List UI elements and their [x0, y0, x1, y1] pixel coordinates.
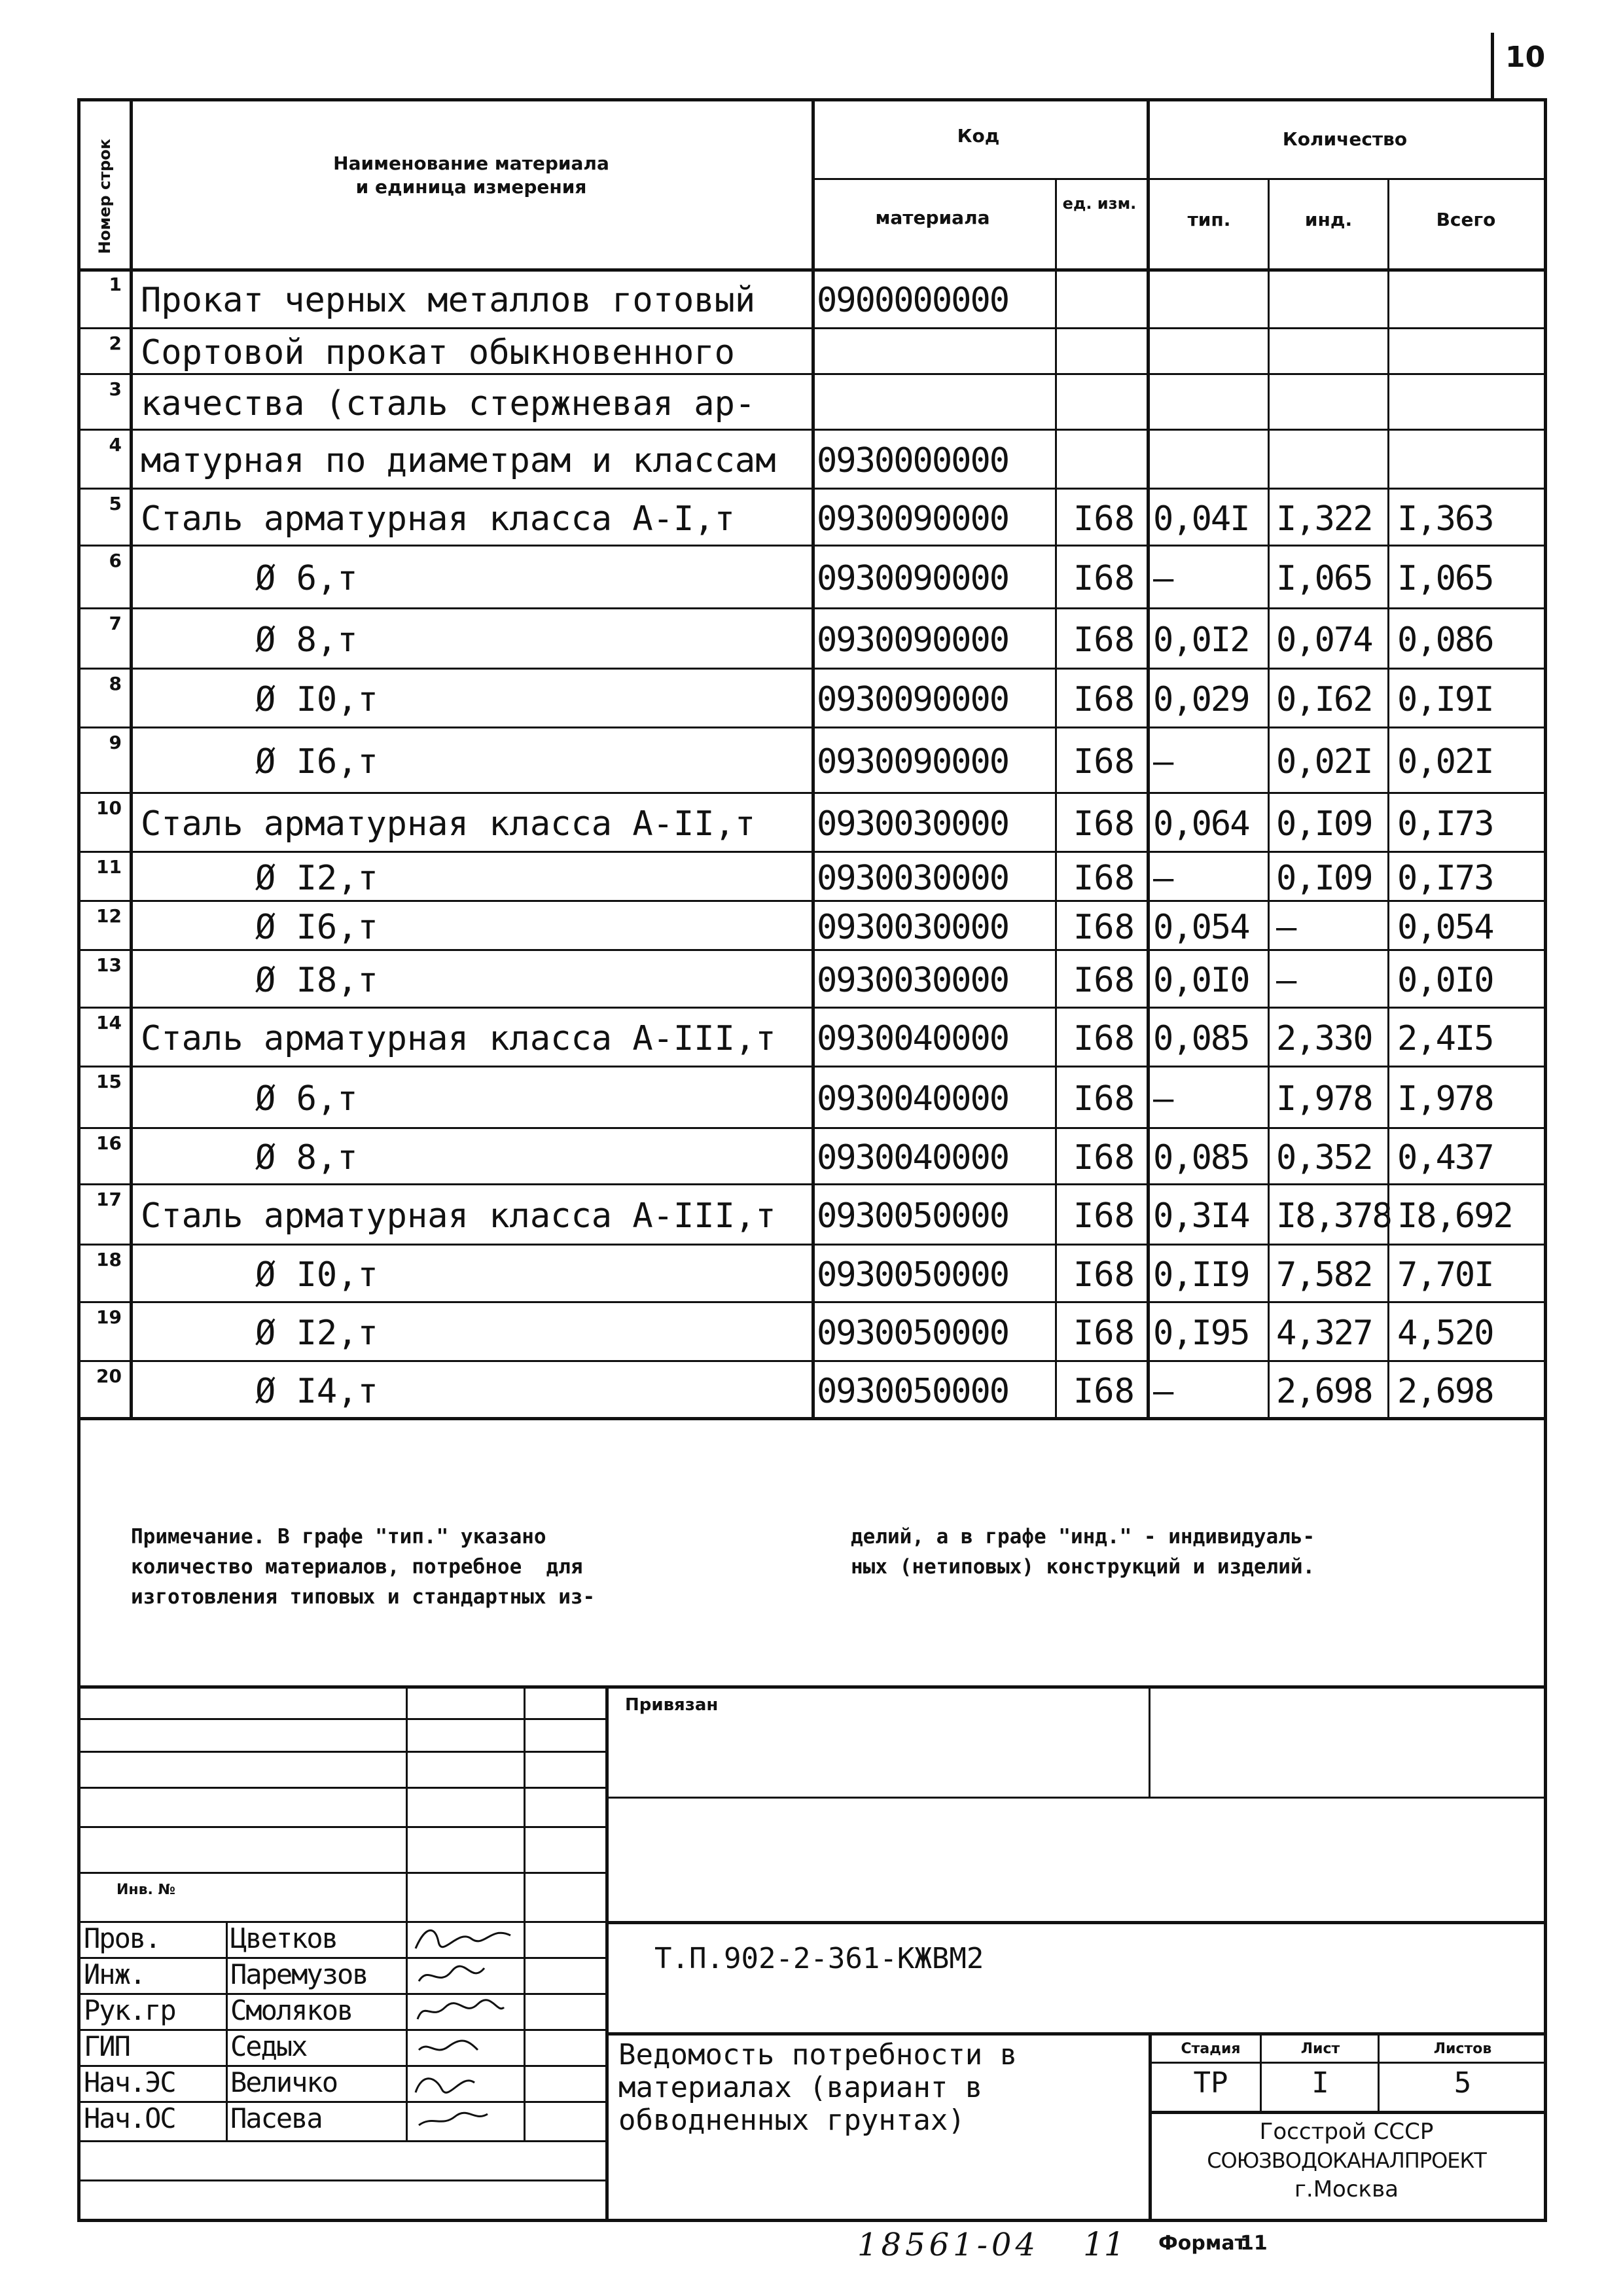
- titleblock-left-row-line: [77, 1787, 605, 1789]
- note-right-line2: ных (нетиповых) конструкций и изделий.: [851, 1555, 1315, 1579]
- stage-value: ТР: [1193, 2066, 1228, 2100]
- row-unit: I68: [1073, 1019, 1135, 1058]
- signature-icon: [412, 1922, 517, 1955]
- org-line3: г.Москва: [1294, 2176, 1399, 2202]
- row-line: [77, 488, 1547, 490]
- row-typ: 0,054: [1153, 907, 1249, 947]
- row-code: 0930050000: [817, 1371, 1009, 1411]
- row-code: 0930090000: [817, 499, 1009, 539]
- row-line: [77, 607, 1547, 609]
- row-number: 1: [109, 274, 122, 295]
- archive-code: 18561-04: [857, 2227, 1039, 2263]
- row-total: I,065: [1397, 559, 1493, 598]
- row-typ: –: [1153, 742, 1173, 781]
- row-typ: 0,085: [1153, 1019, 1249, 1058]
- row-typ: 0,064: [1153, 804, 1249, 844]
- row-name: Сталь арматурная класса А-III,т: [141, 1196, 776, 1236]
- row-name: Ø I2,т: [255, 858, 378, 898]
- archive-page: 11: [1083, 2225, 1125, 2263]
- row-line: [77, 545, 1547, 547]
- row-ind: I,065: [1276, 559, 1372, 598]
- row-typ: –: [1153, 559, 1173, 598]
- row-total: 4,520: [1397, 1314, 1493, 1353]
- sheets-label: Листов: [1433, 2041, 1492, 2057]
- row-number: 18: [96, 1249, 122, 1270]
- titleblock-col-role: [226, 1921, 228, 2140]
- row-number: 9: [109, 732, 122, 753]
- note-left-line1: Примечание. В графе "тип." указано: [131, 1525, 546, 1549]
- row-line: [77, 792, 1547, 794]
- titleblock-left-row-line: [77, 1751, 605, 1753]
- row-number: 12: [96, 905, 122, 927]
- row-number: 20: [96, 1365, 122, 1387]
- format-value: 11: [1240, 2232, 1268, 2255]
- row-code: 0930090000: [817, 620, 1009, 660]
- header-qty-ind: инд.: [1304, 209, 1353, 230]
- note-left-line2: количество материалов, потребное для: [131, 1555, 583, 1579]
- sheet-number: 10: [1505, 41, 1546, 74]
- row-number: 2: [109, 332, 122, 354]
- col-divider-quantity: [1147, 98, 1150, 1417]
- row-name: Ø 8,т: [255, 1138, 358, 1177]
- row-code: 0930090000: [817, 559, 1009, 598]
- row-code: 0930090000: [817, 680, 1009, 719]
- row-line: [77, 1183, 1547, 1185]
- format-label: Формат: [1158, 2232, 1246, 2255]
- row-code: 0930050000: [817, 1196, 1009, 1236]
- note-right-line1: делий, а в графе "инд." - индивидуаль-: [851, 1525, 1315, 1549]
- row-typ: 0,0I2: [1153, 620, 1249, 660]
- titleblock-col-name: [406, 1685, 408, 2140]
- row-typ: –: [1153, 858, 1173, 898]
- row-number: 4: [109, 434, 122, 456]
- sheet-value: I: [1311, 2066, 1329, 2100]
- header-name: [134, 152, 808, 199]
- row-unit: I68: [1073, 1079, 1135, 1119]
- titleblock-left-row-line: [77, 2140, 605, 2142]
- row-number: 17: [96, 1189, 122, 1210]
- row-typ: 0,085: [1153, 1138, 1249, 1177]
- staff-name: Величко: [230, 2066, 338, 2098]
- signature-icon: [412, 1958, 517, 1991]
- staff-role: Пров.: [84, 1922, 160, 1954]
- staff-name: Цветков: [230, 1922, 338, 1954]
- titleblock-left-row-line: [77, 2029, 605, 2031]
- row-name: Ø I6,т: [255, 742, 378, 781]
- row-typ: 0,I95: [1153, 1314, 1249, 1353]
- row-line: [77, 668, 1547, 670]
- row-typ: –: [1153, 1371, 1173, 1411]
- row-name: Ø 6,т: [255, 559, 358, 598]
- row-unit: I68: [1073, 1196, 1135, 1236]
- org-line2: СОЮЗВОДОКАНАЛПРОЕКТ: [1207, 2148, 1486, 2173]
- row-name: матурная по диаметрам и классам: [141, 441, 776, 480]
- titleblock-privyazan-line: [605, 1797, 1547, 1799]
- col-divider-unit: [1055, 178, 1057, 1417]
- row-number: 5: [109, 493, 122, 514]
- document-title-line1: Ведомость потребности в: [618, 2038, 1018, 2072]
- row-number: 3: [109, 378, 122, 400]
- row-line: [77, 1127, 1547, 1129]
- row-code: 0930040000: [817, 1138, 1009, 1177]
- row-code: 0930040000: [817, 1019, 1009, 1058]
- row-line: [77, 1066, 1547, 1067]
- row-number: 6: [109, 550, 122, 571]
- row-total: I8,692: [1397, 1196, 1512, 1236]
- document-title-line2: материалах (вариант в: [618, 2071, 983, 2104]
- row-number: 13: [96, 954, 122, 976]
- row-name: Ø I4,т: [255, 1371, 378, 1411]
- row-total: 0,I73: [1397, 858, 1493, 898]
- sheet-number-divider: [1491, 33, 1494, 98]
- row-code: 0930030000: [817, 858, 1009, 898]
- staff-role: Рук.гр: [84, 1994, 175, 2026]
- row-ind: 2,698: [1276, 1371, 1372, 1411]
- titleblock-left-row-line: [77, 1826, 605, 1828]
- titleblock-left-row-line: [77, 1718, 605, 1720]
- row-total: 7,70I: [1397, 1255, 1493, 1295]
- document-title-line3: обводненных грунтах): [618, 2104, 965, 2137]
- row-name: Ø I2,т: [255, 1314, 378, 1353]
- row-unit: I68: [1073, 1255, 1135, 1295]
- staff-role: Инж.: [84, 1958, 145, 1990]
- titleblock-code-top: [605, 1921, 1547, 1924]
- row-line: [77, 1360, 1547, 1362]
- row-number: 11: [96, 856, 122, 878]
- row-name: Ø I8,т: [255, 961, 378, 1000]
- row-code: 0930090000: [817, 742, 1009, 781]
- document-code: Т.П.902-2-361-КЖВМ2: [654, 1942, 984, 1975]
- row-ind: 2,330: [1276, 1019, 1372, 1058]
- row-total: 0,I73: [1397, 804, 1493, 844]
- staff-role: ГИП: [84, 2030, 130, 2062]
- row-unit: I68: [1073, 961, 1135, 1000]
- row-total: 0,02I: [1397, 742, 1493, 781]
- row-name: Сталь арматурная класса А-III,т: [141, 1019, 776, 1058]
- titleblock-sheet-divider: [1260, 2032, 1262, 2111]
- row-unit: I68: [1073, 620, 1135, 660]
- row-ind: 0,02I: [1276, 742, 1372, 781]
- row-number: 15: [96, 1071, 122, 1092]
- row-code: 0930000000: [817, 441, 1009, 480]
- row-line: [77, 1417, 1547, 1420]
- staff-role: Нач.ЭС: [84, 2066, 175, 2098]
- row-code: 0930050000: [817, 1314, 1009, 1353]
- signature-icon: [412, 2102, 517, 2135]
- row-total: 0,437: [1397, 1138, 1493, 1177]
- titleblock-left-row-line: [77, 2179, 605, 2181]
- row-ind: I,322: [1276, 499, 1372, 539]
- staff-name: Паремузов: [230, 1958, 368, 1990]
- row-code: 0930040000: [817, 1079, 1009, 1119]
- row-ind: I8,378: [1276, 1196, 1391, 1236]
- col-divider-typ: [1268, 178, 1270, 1417]
- row-total: 0,086: [1397, 620, 1493, 660]
- titleblock-sheets-divider: [1378, 2032, 1380, 2111]
- signature-icon: [412, 2030, 517, 2063]
- row-unit: I68: [1073, 907, 1135, 947]
- row-total: 2,4I5: [1397, 1019, 1493, 1058]
- row-number: 16: [96, 1132, 122, 1154]
- row-code: 0930050000: [817, 1255, 1009, 1295]
- row-number: 8: [109, 673, 122, 694]
- privyazan-label: Привязан: [625, 1695, 719, 1715]
- staff-name: Смоляков: [230, 1994, 353, 2026]
- row-code: 0930030000: [817, 961, 1009, 1000]
- org-line1: Госстрой СССР: [1259, 2119, 1434, 2145]
- titleblock-stage-label-line: [1149, 2062, 1547, 2064]
- row-name: Ø 8,т: [255, 620, 358, 660]
- row-unit: I68: [1073, 1314, 1135, 1353]
- row-typ: 0,04I: [1153, 499, 1249, 539]
- row-name: Ø I6,т: [255, 907, 378, 947]
- row-line: [77, 851, 1547, 853]
- header-qty-total: Всего: [1436, 209, 1496, 230]
- row-number: 10: [96, 797, 122, 819]
- row-ind: –: [1276, 961, 1296, 1000]
- header-quantity: Количество: [1282, 128, 1408, 150]
- header-qty-typ: тип.: [1187, 209, 1231, 230]
- row-typ: 0,0I0: [1153, 961, 1249, 1000]
- titleblock-title-top: [605, 2032, 1547, 2036]
- row-unit: I68: [1073, 742, 1135, 781]
- header-code-material: материала: [875, 207, 990, 228]
- titleblock-top-line: [77, 1685, 1547, 1689]
- header-mid-line: [812, 178, 1547, 180]
- row-total: 0,0I0: [1397, 961, 1493, 1000]
- row-unit: I68: [1073, 858, 1135, 898]
- row-ind: 0,I09: [1276, 804, 1372, 844]
- row-line: [77, 1301, 1547, 1303]
- col-divider-code: [812, 98, 815, 1417]
- titleblock-privyazan-divider: [1149, 1685, 1150, 1797]
- row-ind: I,978: [1276, 1079, 1372, 1119]
- sheet-label: Лист: [1300, 2041, 1340, 2057]
- row-name: Сталь арматурная класса А-I,т: [141, 499, 735, 539]
- row-ind: 7,582: [1276, 1255, 1372, 1295]
- row-unit: I68: [1073, 1371, 1135, 1411]
- row-name: Ø I0,т: [255, 1255, 378, 1295]
- row-code: 0900000000: [817, 281, 1009, 320]
- row-ind: 0,352: [1276, 1138, 1372, 1177]
- titleblock-left-row-line: [77, 1872, 605, 1874]
- row-unit: I68: [1073, 559, 1135, 598]
- row-unit: I68: [1073, 680, 1135, 719]
- row-line: [77, 1007, 1547, 1009]
- row-unit: I68: [1073, 499, 1135, 539]
- row-name: Ø 6,т: [255, 1079, 358, 1119]
- row-typ: 0,II9: [1153, 1255, 1249, 1295]
- row-name: Сталь арматурная класса А-II,т: [141, 804, 756, 844]
- row-ind: 4,327: [1276, 1314, 1372, 1353]
- header-code-unit: ед. изм.: [1062, 194, 1137, 213]
- note-left-line3: изготовления типовых и стандартных из-: [131, 1585, 596, 1609]
- stage-label: Стадия: [1181, 2041, 1241, 2057]
- row-total: 0,I9I: [1397, 680, 1493, 719]
- row-number: 19: [96, 1306, 122, 1328]
- row-typ: 0,029: [1153, 680, 1249, 719]
- row-total: 2,698: [1397, 1371, 1493, 1411]
- organization-block: [1149, 2117, 1544, 2204]
- row-typ: –: [1153, 1079, 1173, 1119]
- row-total: 0,054: [1397, 907, 1493, 947]
- row-code: 0930030000: [817, 907, 1009, 947]
- row-ind: 0,I62: [1276, 680, 1372, 719]
- row-name: Сортовой прокат обыкновенного: [141, 333, 735, 372]
- row-line: [77, 1244, 1547, 1246]
- staff-name: Седых: [230, 2030, 307, 2062]
- row-name: Ø I0,т: [255, 680, 378, 719]
- row-unit: I68: [1073, 1138, 1135, 1177]
- col-divider-number: [130, 98, 133, 1417]
- row-line: [77, 726, 1547, 728]
- row-name: Прокат черных металлов готовый: [141, 281, 756, 320]
- header-code: Код: [957, 125, 1000, 147]
- row-unit: I68: [1073, 804, 1135, 844]
- row-line: [77, 429, 1547, 431]
- row-total: I,978: [1397, 1079, 1493, 1119]
- signature-icon: [412, 2066, 517, 2099]
- inv-number-label: Инв. №: [116, 1882, 176, 1898]
- titleblock-org-top: [1149, 2111, 1547, 2114]
- header-row-number: Номер строк: [96, 138, 114, 255]
- signature-icon: [412, 1994, 517, 2027]
- titleblock-col-main: [605, 1685, 609, 2222]
- row-number: 7: [109, 613, 122, 634]
- staff-name: Пасева: [230, 2102, 322, 2134]
- row-name: качества (сталь стержневая ар-: [141, 384, 756, 423]
- sheets-value: 5: [1454, 2066, 1472, 2100]
- staff-role: Нач.ОС: [84, 2102, 175, 2134]
- row-number: 14: [96, 1012, 122, 1033]
- header-name-line2: и единица измерения: [355, 176, 587, 198]
- row-ind: –: [1276, 907, 1296, 947]
- titleblock-col-sign: [524, 1685, 526, 2140]
- header-name-line1: Наименование материала: [333, 152, 609, 174]
- row-total: I,363: [1397, 499, 1493, 539]
- row-typ: 0,3I4: [1153, 1196, 1249, 1236]
- row-code: 0930030000: [817, 804, 1009, 844]
- row-ind: 0,074: [1276, 620, 1372, 660]
- row-ind: 0,I09: [1276, 858, 1372, 898]
